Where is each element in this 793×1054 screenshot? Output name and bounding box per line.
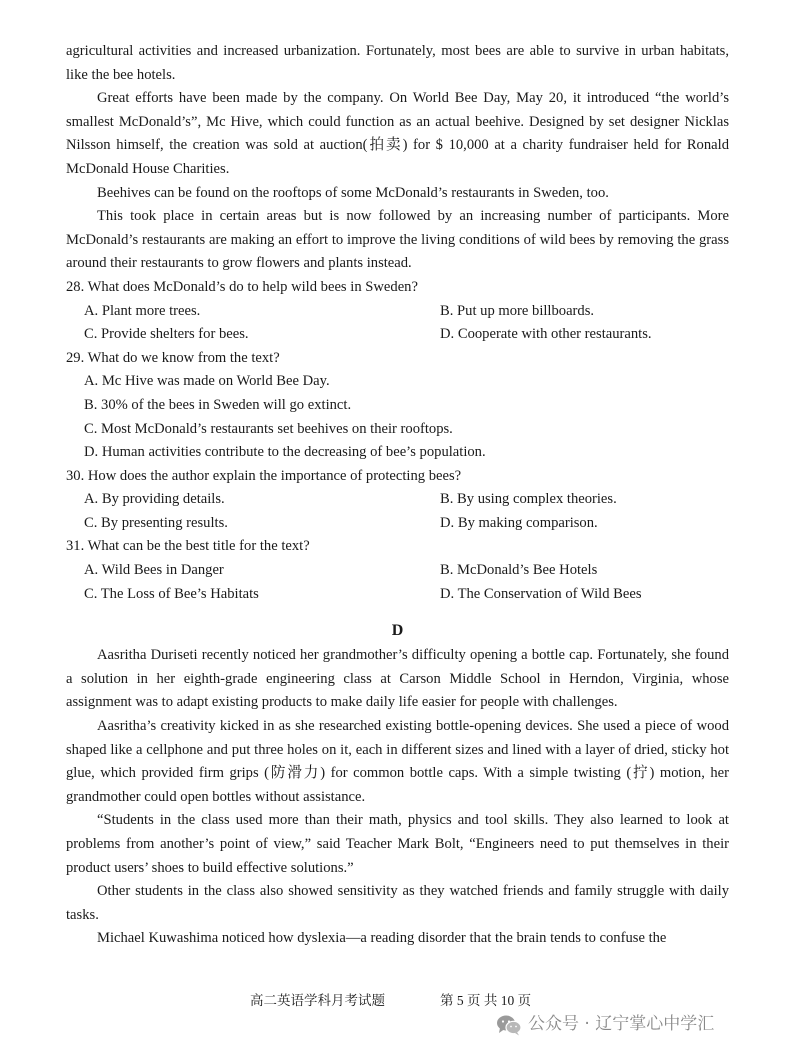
option-d: D. The Conservation of Wild Bees [440,585,642,602]
exam-title: 高二英语学科月考试题 [250,993,385,1008]
option-c: C. Provide shelters for bees. [84,326,249,343]
passage-paragraph: Aasritha Duriseti recently noticed her grandmother’s difficulty opening a bottle cap. Fortunately, she found a solution in her eighth-grade engineering class at Carson Middle School in Herndon, Virginia, whose assignment was to adapt existing products to make daily life easier for people with challenges. [66,647,729,711]
option-c: C. The Loss of Bee’s Habitats [84,585,259,602]
option-c: C. Most McDonald’s restaurants set beehives on their rooftops. [84,420,453,437]
option-a: A. By providing details. [84,491,225,508]
exam-page [66,40,729,951]
option-a: A. Mc Hive was made on World Bee Day. [84,373,330,390]
passage-paragraph: Michael Kuwashima noticed how dyslexia—a reading disorder that the brain tends to confuse the [97,930,667,947]
option-a: A. Plant more trees. [84,302,201,319]
question-28 [66,276,729,347]
option-b: B. McDonald’s Bee Hotels [440,562,598,579]
passage-paragraph: “Students in the class used more than their math, physics and tool skills. They also learned to look at problems from another’s point of view,” said Teacher Mark Bolt, “Engineers need to put themselves in their product users’ shoes to build effective solutions.” [66,812,729,876]
question-29 [66,347,729,465]
page-number: 第 5 页 共 10 页 [440,993,532,1008]
option-a: A. Wild Bees in Danger [84,562,224,579]
option-d: D. Human activities contribute to the decreasing of bee’s population. [84,444,486,461]
passage-paragraph: Great efforts have been made by the company. On World Bee Day, May 20, it introduced “the world’s smallest McDonald’s”, Mc Hive, which could function as an actual beehive. Designed by set designer Nicklas Nilsson himself, the creation was sold at auction(拍卖) for $ 10,000 at a charity fundraiser held for Ronald McDonald House Charities. [66,90,729,177]
passage-paragraph: Other students in the class also showed sensitivity as they watched friends and family struggle with daily tasks. [66,883,729,923]
wechat-icon [496,1014,522,1036]
question-30 [66,465,729,536]
option-c: C. By presenting results. [84,514,228,531]
section-heading: D [391,622,404,640]
option-d: D. Cooperate with other restaurants. [440,326,652,343]
option-b: B. Put up more billboards. [440,302,595,319]
watermark-text: 公众号 · 辽宁掌心中学汇 [528,1014,715,1035]
passage-paragraph: Beehives can be found on the rooftops of some McDonald’s restaurants in Sweden, too. [97,184,609,201]
option-b: B. 30% of the bees in Sweden will go extinct. [84,396,352,413]
question-stem: 28. What does McDonald’s do to help wild bees in Sweden? [66,278,418,295]
question-stem: 30. How does the author explain the importance of protecting bees? [66,467,462,484]
option-d: D. By making comparison. [440,514,598,531]
passage-paragraph: agricultural activities and increased urbanization. Fortunately, most bees are able to survive in urban habitats, like the bee hotels. [66,43,729,83]
question-stem: 29. What do we know from the text? [66,349,280,366]
passage-paragraph: Aasritha’s creativity kicked in as she researched existing bottle-opening devices. She used a piece of wood shaped like a cellphone and put three holes on it, each in different sizes and lined with a layer of dried, sticky hot glue, which provided firm grips (防滑力) for common bottle caps. With a simple twisting (拧) motion, her grandmother could open bottles without assistance. [66,718,729,805]
passage-paragraph: This took place in certain areas but is now followed by an increasing number of participants. More McDonald’s restaurants are making an effort to improve the living conditions of wild bees by removing the grass around their restaurants to grow flowers and plants instead. [66,208,729,272]
question-stem: 31. What can be the best title for the text? [66,538,310,555]
passage-d [66,644,729,951]
option-b: B. By using complex theories. [440,491,617,508]
watermark [496,1012,714,1038]
passage-c-continued [66,40,729,276]
question-31 [66,535,729,606]
